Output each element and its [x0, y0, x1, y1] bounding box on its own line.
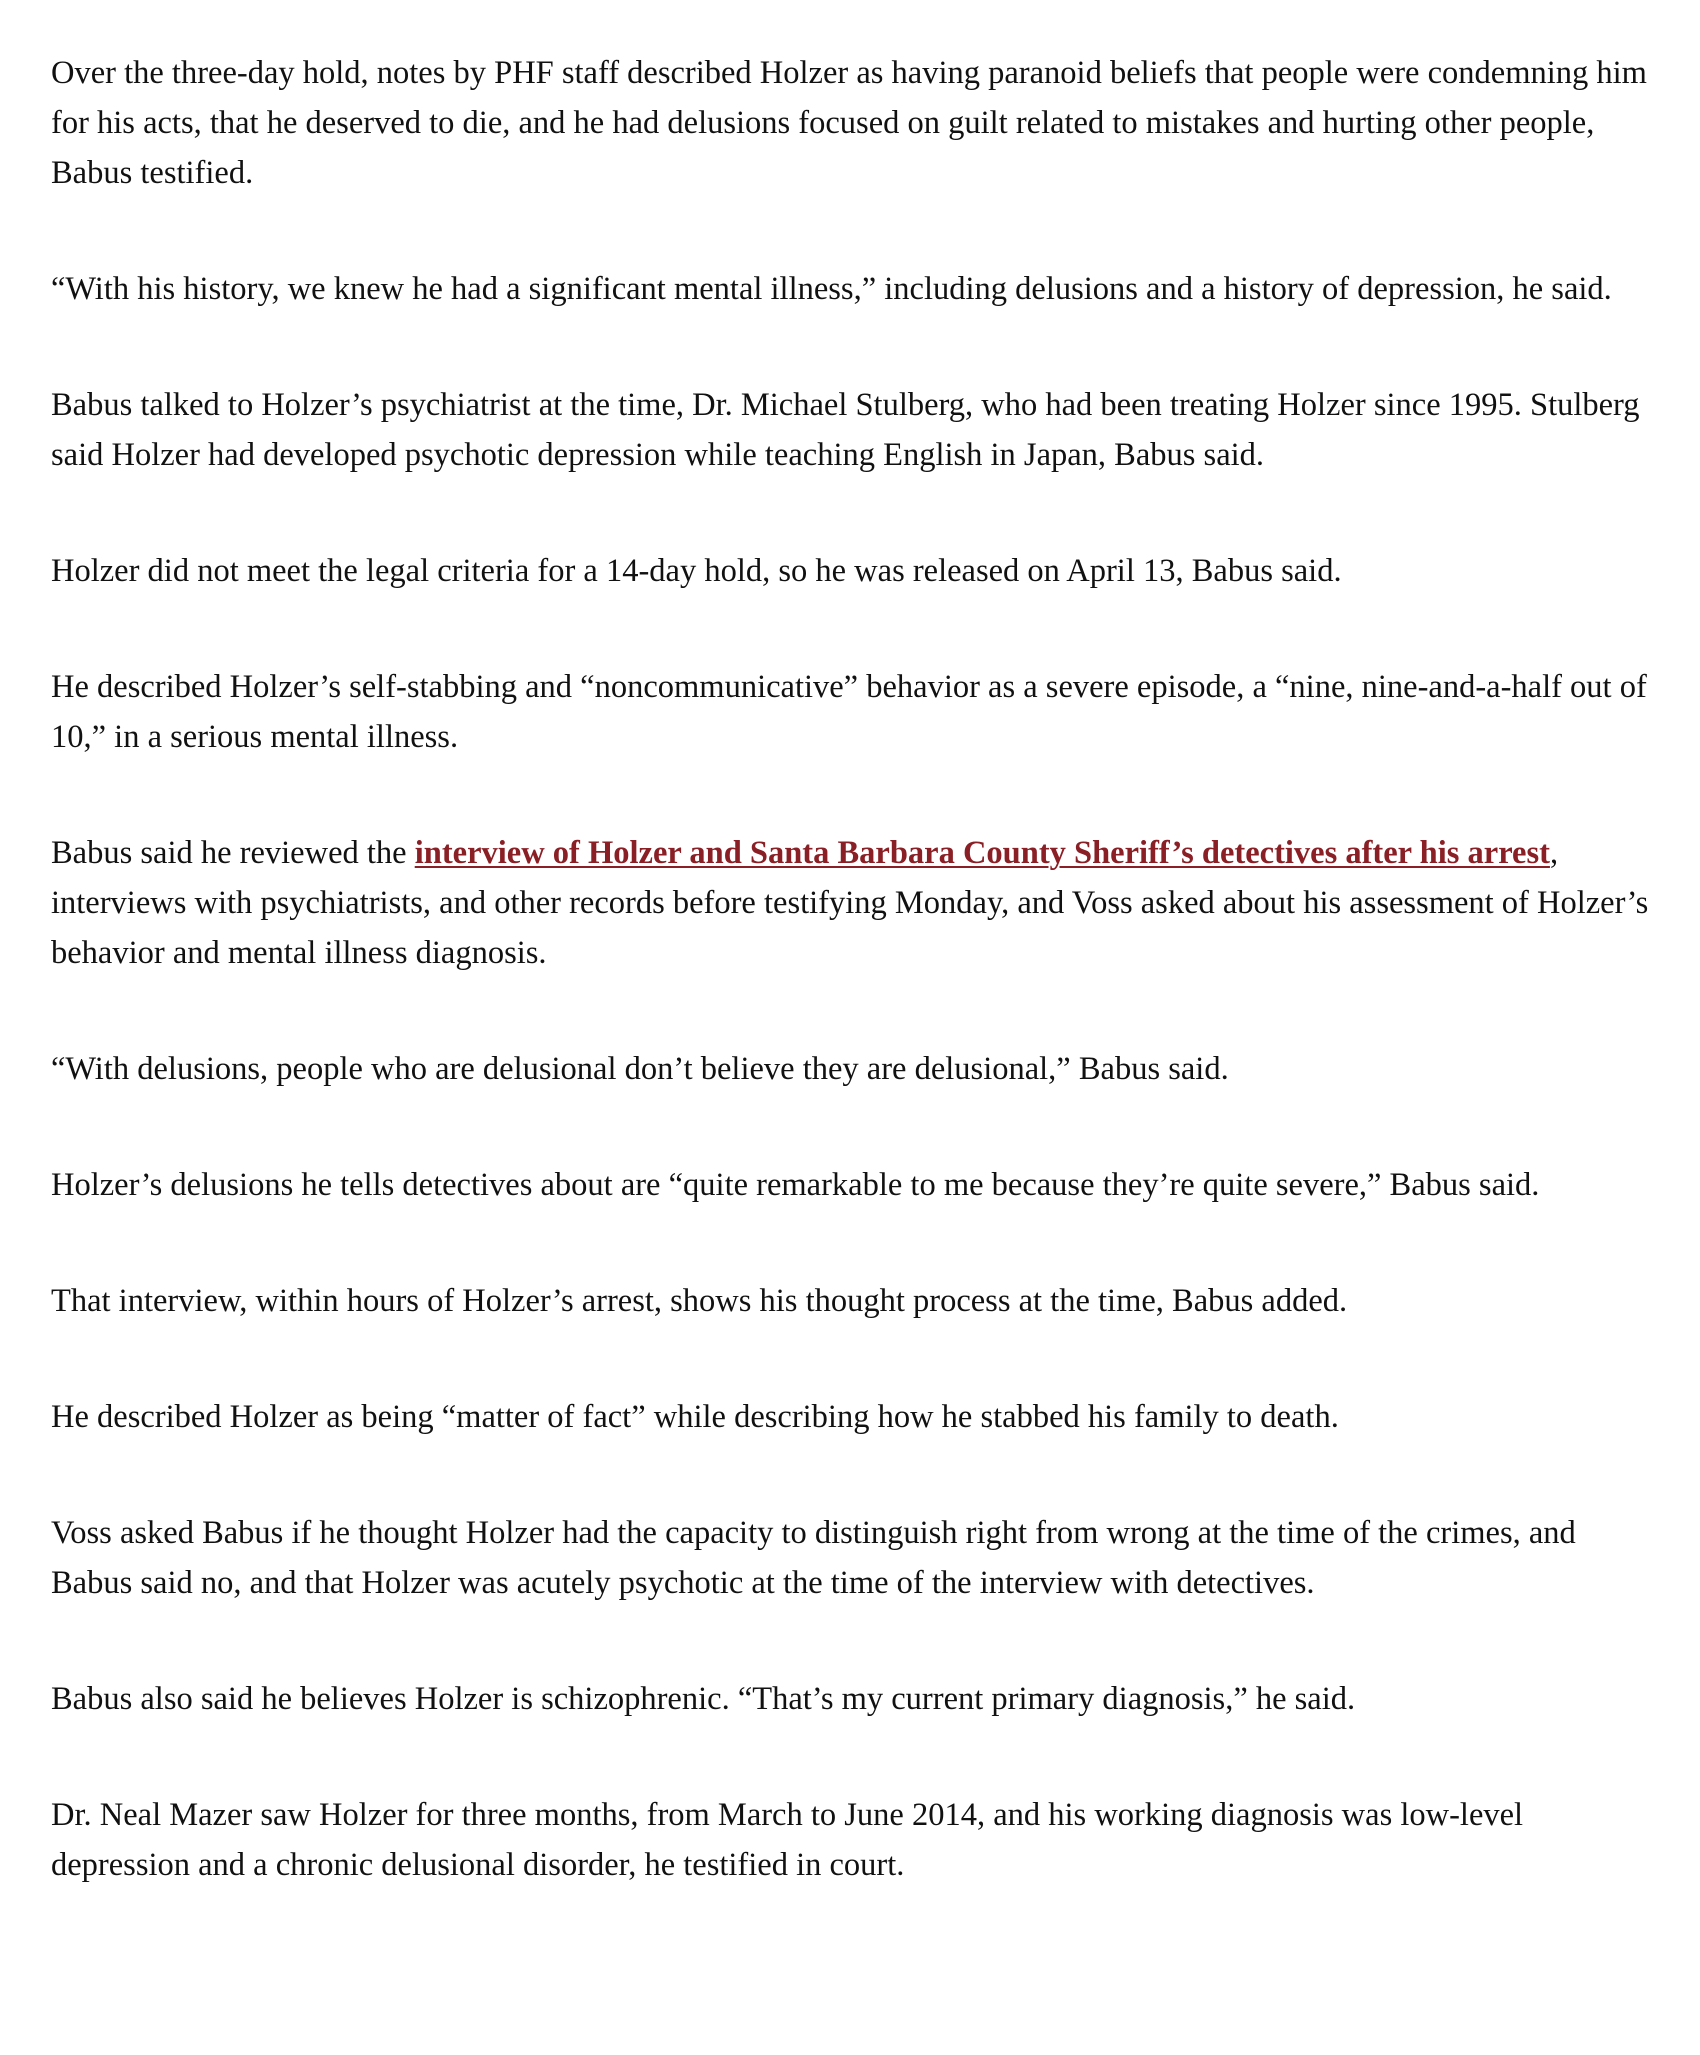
paragraph-mental-illness-history: “With his history, we knew he had a significant mental illness,” including delusions and a history of depression, he said. [51, 271, 1612, 307]
paragraph-severe-episode: He described Holzer’s self-stabbing and “noncommunicative” behavior as a severe episode, a “nine, nine-and-a-half out of 10,” in a serious mental illness. [51, 669, 1647, 755]
interview-review-text-after: , interviews with psychiatrists, and other records before testifying Monday, and Voss asked about his assessment of Holzer’s behavior and mental illness diagnosis. [51, 835, 1649, 971]
paragraph-thought-process: That interview, within hours of Holzer’s arrest, shows his thought process at the time, Babus added. [51, 1283, 1348, 1319]
paragraph-interview-review [51, 828, 1661, 978]
paragraph-psychiatric-hold-notes: Over the three-day hold, notes by PHF staff described Holzer as having paranoid beliefs that people were condemning him for his acts, that he deserved to die, and he had delusions focused on guilt related to mistakes and hurting other people, Babus testified. [51, 55, 1647, 191]
paragraph-capacity-question: Voss asked Babus if he thought Holzer had the capacity to distinguish right from wrong at the time of the crimes, and Babus said no, and that Holzer was acutely psychotic at the time of the interview with detectives. [51, 1515, 1576, 1601]
paragraph-delusions-quote: “With delusions, people who are delusional don’t believe they are delusional,” Babus said. [51, 1051, 1229, 1087]
paragraph-severe-delusions: Holzer’s delusions he tells detectives about are “quite remarkable to me because they’re quite severe,” Babus said. [51, 1167, 1540, 1203]
interview-review-text-before: Babus said he reviewed the [51, 835, 415, 871]
paragraph-stulberg-treatment: Babus talked to Holzer’s psychiatrist at the time, Dr. Michael Stulberg, who had been treating Holzer since 1995. Stulberg said Holzer had developed psychotic depression while teaching English in Japan, Babus said. [51, 387, 1640, 473]
paragraph-schizophrenia-diagnosis: Babus also said he believes Holzer is schizophrenic. “That’s my current primary diagnosis,” he said. [51, 1681, 1356, 1717]
interview-link[interactable]: interview of Holzer and Santa Barbara County Sheriff’s detectives after his arrest [414, 835, 1550, 871]
paragraph-mazer-diagnosis: Dr. Neal Mazer saw Holzer for three months, from March to June 2014, and his working diagnosis was low-level depression and a chronic delusional disorder, he testified in court. [51, 1797, 1524, 1883]
article-body [51, 48, 1661, 1890]
paragraph-matter-of-fact: He described Holzer as being “matter of fact” while describing how he stabbed his family to death. [51, 1399, 1339, 1435]
paragraph-release-criteria: Holzer did not meet the legal criteria for a 14-day hold, so he was released on April 13, Babus said. [51, 553, 1342, 589]
